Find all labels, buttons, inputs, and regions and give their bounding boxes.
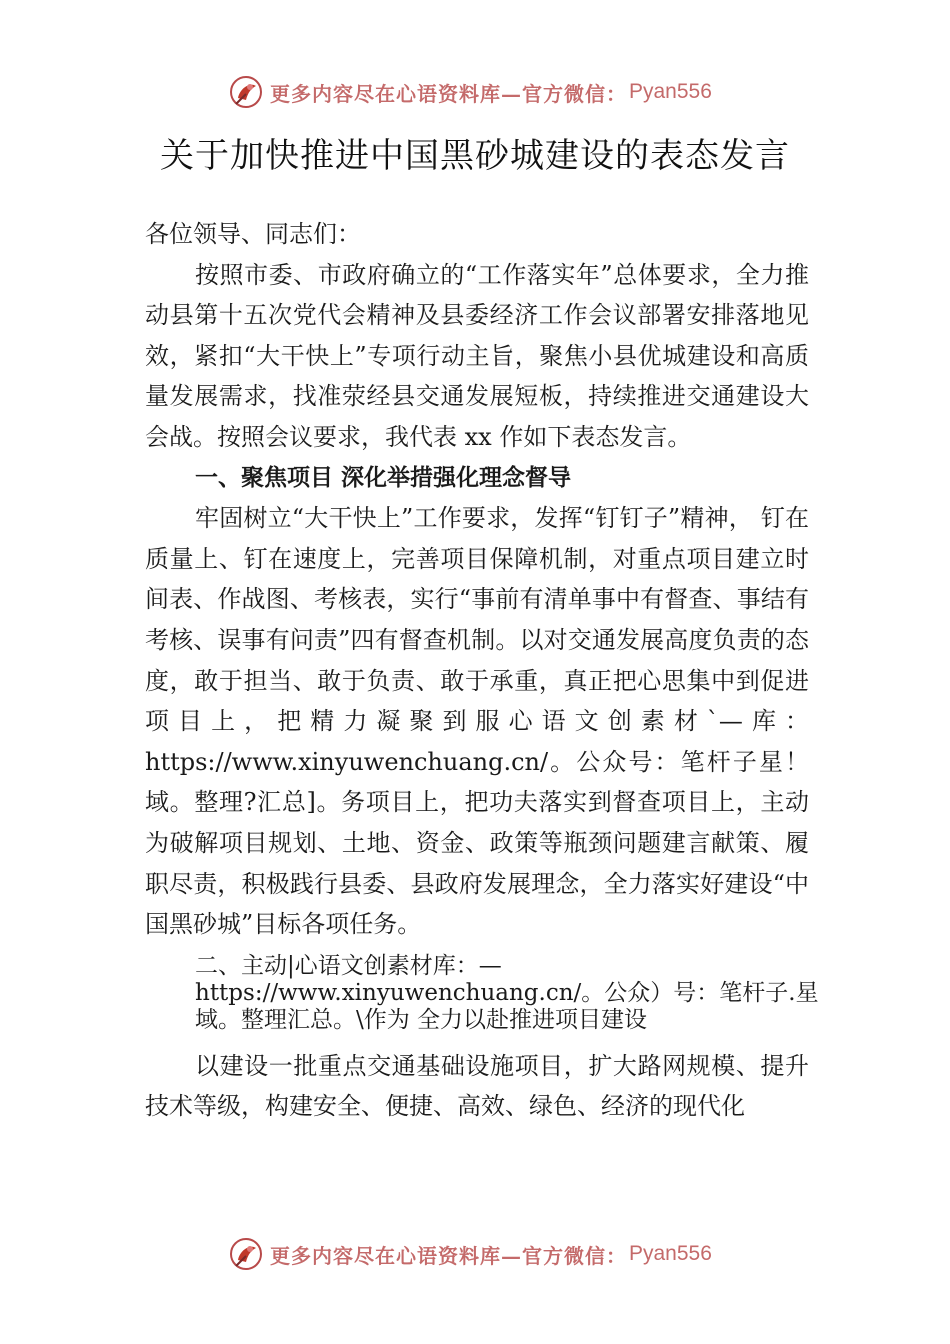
watermark-wechat-id: Pyan556 <box>629 80 712 103</box>
document-body <box>145 214 819 1127</box>
watermark-text: 更多内容尽在心语资料库—官方微信： <box>270 1243 627 1268</box>
section1-paragraph: 牢固树立“大干快上”工作要求，发挥“钉钉子”精神， 钉在质量上、钉在速度上，完善项目保障机制，对重点项目建立时间表、作战图、考核表，实行“事前有清单事中有督查、事结有考核、误事有问责”四有督查机制。以对交通发展高度负责的态度，敢于担当、敢于负责、敢于承重，真正把心思集中到促进项目上，把精力凝聚到服心语文创素材`—库：https://www.xinyuwenchuang.cn/。公众号：笔杆子星！域。整理?汇总]。务项目上，把功夫落实到督查项目上，主动为破解项目规划、土地、资金、政策等瓶颈问题建言献策、履职尽责，积极践行县委、县政府发展理念，全力落实好建设“中国黑砂城”目标各项任务。 <box>145 504 809 939</box>
watermark-text: 更多内容尽在心语资料库—官方微信： <box>270 81 627 106</box>
section2-paragraph: 以建设一批重点交通基础设施项目，扩大路网规模、提升技术等级，构建安全、便捷、高效、绿色、经济的现代化 <box>145 1051 809 1121</box>
rose-logo-icon <box>228 74 264 110</box>
section1-heading: 一、聚焦项目 深化举措强化理念督导 <box>195 464 572 491</box>
document-title: 关于加快推进中国黑砂城建设的表态发言 <box>160 136 790 176</box>
watermark-banner-top <box>228 72 728 112</box>
section2-heading: 二、主动|心语文创素材库：—https://www.xinyuwenchuang.cn/。公众）号：笔杆子.星域。整理汇总。\作为 全力以赴推进项目建设 <box>195 952 819 1033</box>
salutation: 各位领导、同志们： <box>145 220 361 248</box>
watermark-wechat-id: Pyan556 <box>629 1242 712 1265</box>
intro-paragraph: 按照市委、市政府确立的“工作落实年”总体要求，全力推动县第十五次党代会精神及县委经济工作会议部署安排落地见效，紧扣“大干快上”专项行动主旨，聚焦小县优城建设和高质量发展需求，找准荥经县交通发展短板，持续推进交通建设大会战。按照会议要求，我代表 xx 作如下表态发言。 <box>145 260 809 451</box>
rose-logo-icon <box>228 1236 264 1272</box>
watermark-banner-bottom <box>228 1234 728 1274</box>
